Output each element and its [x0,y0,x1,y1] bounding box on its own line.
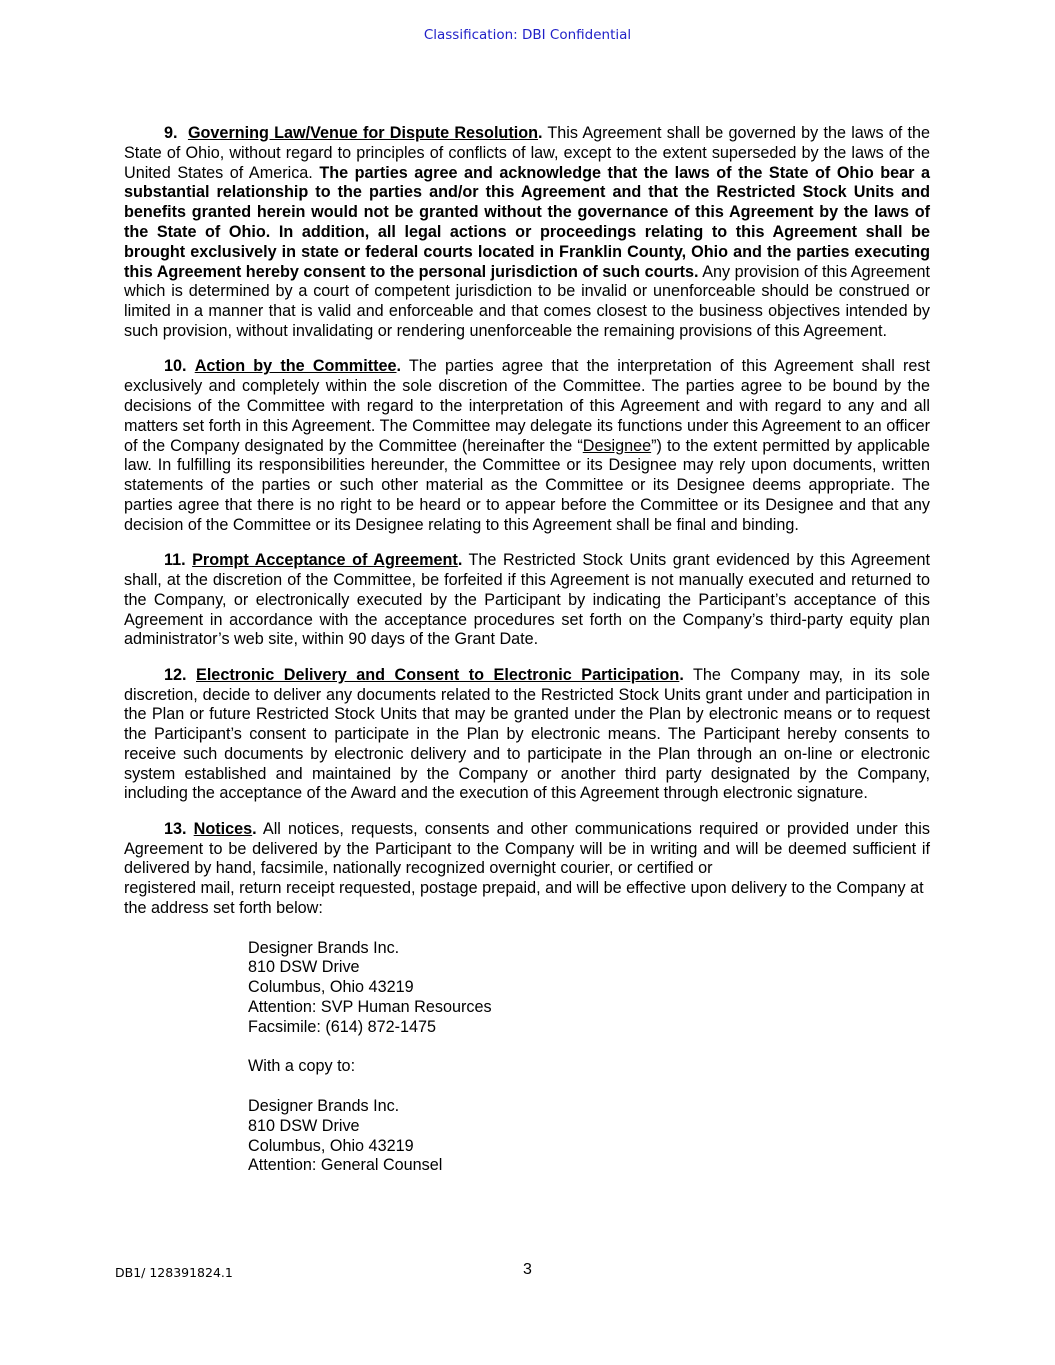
section-12-number: 12. [164,665,187,684]
section-10: 10. Action by the Committee. The parties agree that the interpretation of this Agreement shall rest exclusively and completely within the sole discretion of the Committee. The parties agree to be bound by the decisions of the Committee with regard to the interpretation of this Agreement and with regard to any and all matters set forth in this Agreement. The Committee may delegate its functions under this Agreement to an officer of the Company designated by the Committee (hereinafter the “Designee”) to the extent permitted by applicable law. In fulfilling its responsibilities hereunder, the Committee or its Designee may rely upon documents, written statements of the parties or such other material as the Committee or its Designee deems appropriate. The parties agree that there is no right to be heard or to appear before the Committee or its Designee and that any decision of the Committee or its Designee relating to this Agreement shall be final and binding. [124,357,931,534]
section-11-title: Prompt Acceptance of Agreement [192,551,458,570]
section-9-title: Governing Law/Venue for Dispute Resolution [187,124,538,142]
section-11: 11. Prompt Acceptance of Agreement. The Restricted Stock Units grant evidenced by this Agreement shall, at the discretion of the Committee, be forfeited if this Agreement is not manually executed and returned to the Company, or electronically executed by the Participant by indicating the Participant’s acceptance of this Agreement in accordance with the acceptance procedures set forth on the Company’s third-party equity plan administrator’s web site, within 90 days of the Grant Date. [124,551,931,649]
document-id: DB1/ 128391824.1 [115,1265,233,1280]
section-9-text-after: Any provision of this Agreement which is determined by a court of competent jurisdiction to be invalid or unenforceable should be construed or limited in a manner that is valid and enforceable and that comes closest to the business objectives intended by such provision, without invalidating or rendering unenforceable the remaining provisions of this Agreement. [124,262,930,340]
page-number: 3 [523,1261,532,1278]
section-12-text: The Company may, in its sole discretion, decide to deliver any documents related to the Restricted Stock Units grant under and participation in the Plan or future Restricted Stock Units that may be granted under the Plan by electronic means or to request the Participant’s consent to participate in the Plan by electronic means. The Participant hereby consents to receive such documents by electronic delivery and to participate in the Plan through an on-line or electronic system established and maintained by the Company or another third party designated by the Company, including the acceptance of the Award and the execution of this Agreement through electronic signature. [124,665,930,803]
section-11-text: The Restricted Stock Units grant evidenced by this Agreement shall, at the discretion of the Committee, be forfeited if this Agreement is not manually executed and returned to the Company, or electronically executed by the Participant by indicating the Participant’s acceptance of this Agreement in accordance with the acceptance procedures set forth on the Company’s third-party equity plan administrator’s web site, within 90 days of the Grant Date. [124,551,931,649]
section-9-bold-text: The parties agree and acknowledge that the laws of the State of Ohio bear a substantial relationship to the parties and/or this Agreement and that the Restricted Stock Units and benefits granted herein would not be granted without the governance of this Agreement by the laws of the State of Ohio. In addition, all legal actions or proceedings relating to this Agreement shall be brought exclusively in state or federal courts located in Franklin County, Ohio and the parties executing this Agreement hereby consent to the personal jurisdiction of such courts. [124,163,930,281]
section-9-number: 9. [164,124,178,142]
address-line: 810 DSW Drive [248,958,360,977]
classification-header: Classification: DBI Confidential [423,27,632,43]
copy-address-line: Attention: General Counsel [248,1156,443,1175]
section-13-text: All notices, requests, consents and other communications required or provided under this Agreement to be delivered by the Participant to the Company will be in writing and will be deemed sufficient if delivered by hand, facsimile, nationally recognized overnight courier, or certified or [124,819,931,878]
section-13-line1: 13. Notices. All notices, requests, consents and other communications required or provided under this Agreement to be delivered by the Participant to the Company will be in writing and will be deemed sufficient if delivered by hand, facsimile, nationally recognized overnight courier, or certified or [124,819,931,878]
section-10-title: Action by the Committee [194,357,397,376]
address-line: Designer Brands Inc. [248,938,400,957]
document-body [124,124,930,1176]
designee-term: Designee [582,436,652,455]
section-12: 12. Electronic Delivery and Consent to Electronic Participation. The Company may, in its sole discretion, decide to deliver any documents related to the Restricted Stock Units grant under and participation in the Plan or future Restricted Stock Units that may be granted under the Plan by electronic means or to request the Participant’s consent to participate in the Plan by electronic means. The Participant hereby consents to receive such documents by electronic delivery and to participate in the Plan through an on-line or electronic system established and maintained by the Company or another third party designated by the Company, including the acceptance of the Award and the execution of this Agreement through electronic signature. [124,665,930,803]
section-13-line2: registered mail, return receipt requested, postage prepaid, and will be effective upon delivery to the Company at the address set forth below: [124,879,924,918]
section-13-number: 13. [164,819,187,838]
copy-label: With a copy to: [248,1057,356,1076]
section-10-text: The parties agree that the interpretation of this Agreement shall rest exclusively and completely within the sole discretion of the Committee. The parties agree to be bound by the decisions of the Committee with regard to the interpretation of this Agreement and with regard to any and all matters set forth in this Agreement. The Committee may delegate its functions under this Agreement to an officer of the Company designated by the Committee (hereinafter the “ [124,357,931,455]
section-9: 9. Governing Law/Venue for Dispute Resolution. This Agreement shall be governed by the laws of the State of Ohio, without regard to principles of conflicts of law, except to the extent superseded by the laws of the United States of America. The parties agree and acknowledge that the laws of the State of Ohio bear a substantial relationship to the parties and/or this Agreement and that the Restricted Stock Units and benefits granted herein would not be granted without the governance of this Agreement by the laws of the State of Ohio. In addition, all legal actions or proceedings relating to this Agreement shall be brought exclusively in state or federal courts located in Franklin County, Ohio and the parties executing this Agreement hereby consent to the personal jurisdiction of such courts. Any provision of this Agreement which is determined by a court of competent jurisdiction to be invalid or unenforceable should be construed or limited in a manner that is valid and enforceable and that comes closest to the business objectives intended by such provision, without invalidating or rendering unenforceable the remaining provisions of this Agreement. [124,124,931,340]
address-line: Facsimile: (614) 872-1475 [248,1017,437,1036]
copy-address-line: Columbus, Ohio 43219 [248,1136,414,1155]
section-10-text-after: ”) to the extent permitted by applicable law. In fulfilling its responsibilities hereunder, the Committee or its Designee may rely upon documents, written statements of the parties or such other material as the Committee or its Designee deems appropriate. The parties agree that there is no right to be heard or to appear before the Committee or its Designee and that any decision of the Committee or its Designee relating to this Agreement shall be final and binding. [124,436,930,534]
section-12-title: Electronic Delivery and Consent to Electronic Participation [196,665,680,684]
copy-address-line: Designer Brands Inc. [248,1097,400,1116]
address-primary [248,939,930,1177]
address-line: Attention: SVP Human Resources [248,998,492,1017]
section-10-number: 10. [164,357,187,376]
section-13 [124,820,930,919]
section-9-text: This Agreement shall be governed by the laws of the State of Ohio, without regard to principles of conflicts of law, except to the extent superseded by the laws of the United States of America. [124,124,931,182]
section-11-number: 11. [164,551,186,570]
copy-address-line: 810 DSW Drive [248,1116,360,1135]
section-13-title: Notices [193,819,253,838]
address-line: Columbus, Ohio 43219 [248,978,414,997]
